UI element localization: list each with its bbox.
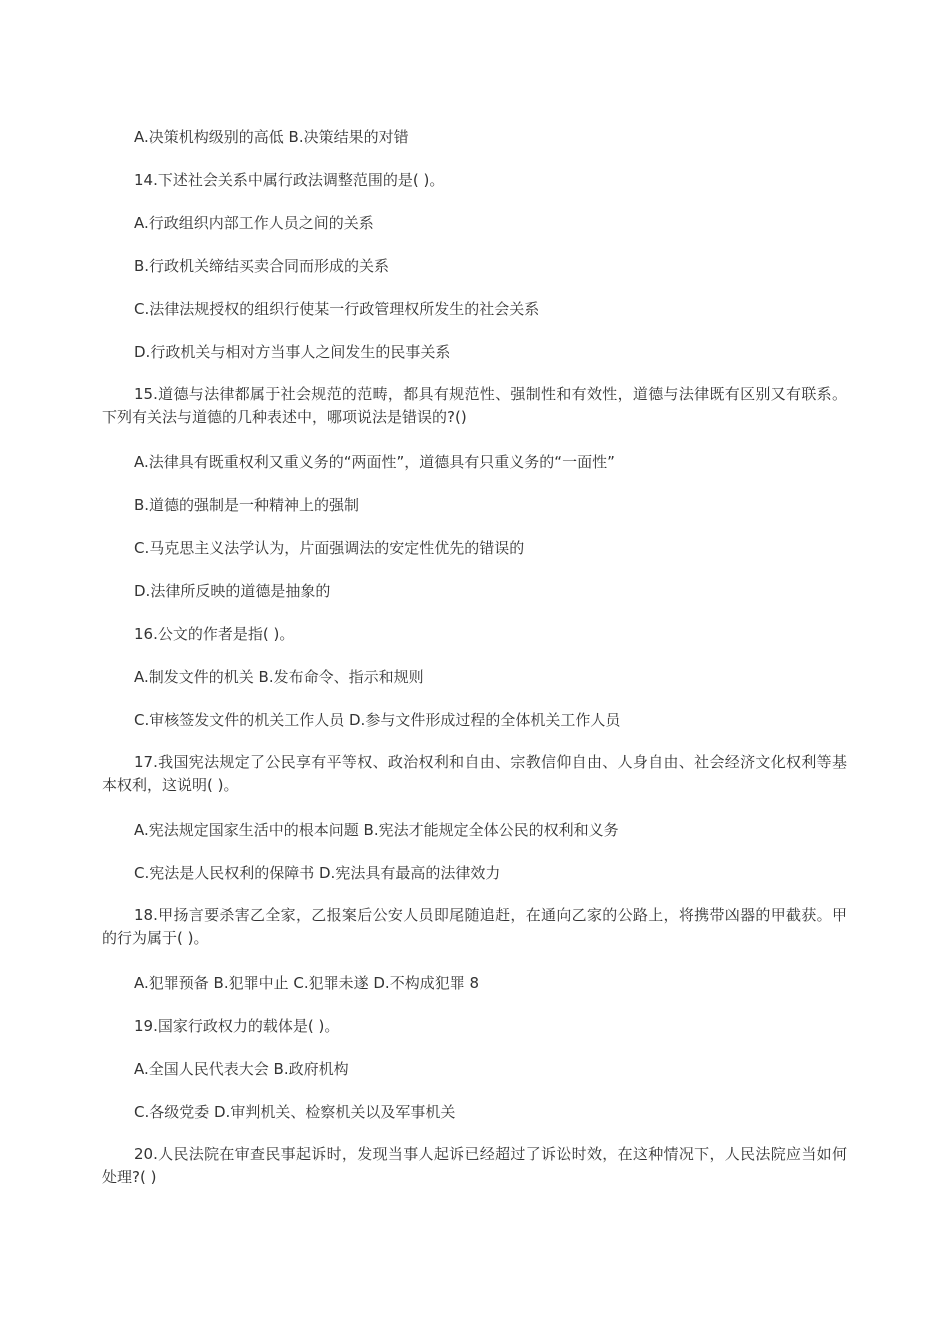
option-line: D.法律所反映的道德是抽象的 <box>134 582 331 600</box>
option-line: C.法律法规授权的组织行使某一行政管理权所发生的社会关系 <box>134 300 540 318</box>
option-line: A.行政组织内部工作人员之间的关系 <box>134 214 374 232</box>
question-18: 18.甲扬言要杀害乙全家，乙报案后公安人员即尾随追赶，在通向乙家的公路上，将携带凶器的甲截获。甲的行为属于( )。 <box>102 906 847 947</box>
option-line: C.宪法是人民权利的保障书 D.宪法具有最高的法律效力 <box>134 864 501 882</box>
question-17: 17.我国宪法规定了公民享有平等权、政治权利和自由、宗教信仰自由、人身自由、社会经济文化权利等基本权利，这说明( )。 <box>102 753 847 794</box>
question-16: 16.公文的作者是指( )。 <box>134 625 295 643</box>
option-line: A.决策机构级别的高低 B.决策结果的对错 <box>134 128 409 146</box>
question-19: 19.国家行政权力的载体是( )。 <box>134 1017 340 1035</box>
question-14: 14.下述社会关系中属行政法调整范围的是( )。 <box>134 171 445 189</box>
option-line: C.各级党委 D.审判机关、检察机关以及军事机关 <box>134 1103 456 1121</box>
option-line: A.宪法规定国家生活中的根本问题 B.宪法才能规定全体公民的权利和义务 <box>134 821 619 839</box>
question-20: 20.人民法院在审查民事起诉时，发现当事人起诉已经超过了诉讼时效，在这种情况下，人民法院应当如何处理?( ) <box>102 1145 847 1186</box>
option-line: A.法律具有既重权利又重义务的“两面性”，道德具有只重义务的“一面性” <box>134 453 615 471</box>
question-15: 15.道德与法律都属于社会规范的范畴，都具有规范性、强制性和有效性，道德与法律既有区别又有联系。下列有关法与道德的几种表述中，哪项说法是错误的?() <box>102 385 847 426</box>
option-line: A.犯罪预备 B.犯罪中止 C.犯罪未遂 D.不构成犯罪 8 <box>134 974 480 992</box>
option-line: B.行政机关缔结买卖合同而形成的关系 <box>134 257 390 275</box>
option-line: C.马克思主义法学认为，片面强调法的安定性优先的错误的 <box>134 539 525 557</box>
option-line: A.全国人民代表大会 B.政府机构 <box>134 1060 349 1078</box>
option-line: C.审核签发文件的机关工作人员 D.参与文件形成过程的全体机关工作人员 <box>134 711 621 729</box>
option-line: A.制发文件的机关 B.发布命令、指示和规则 <box>134 668 424 686</box>
option-line: B.道德的强制是一种精神上的强制 <box>134 496 360 514</box>
option-line: D.行政机关与相对方当事人之间发生的民事关系 <box>134 343 451 361</box>
